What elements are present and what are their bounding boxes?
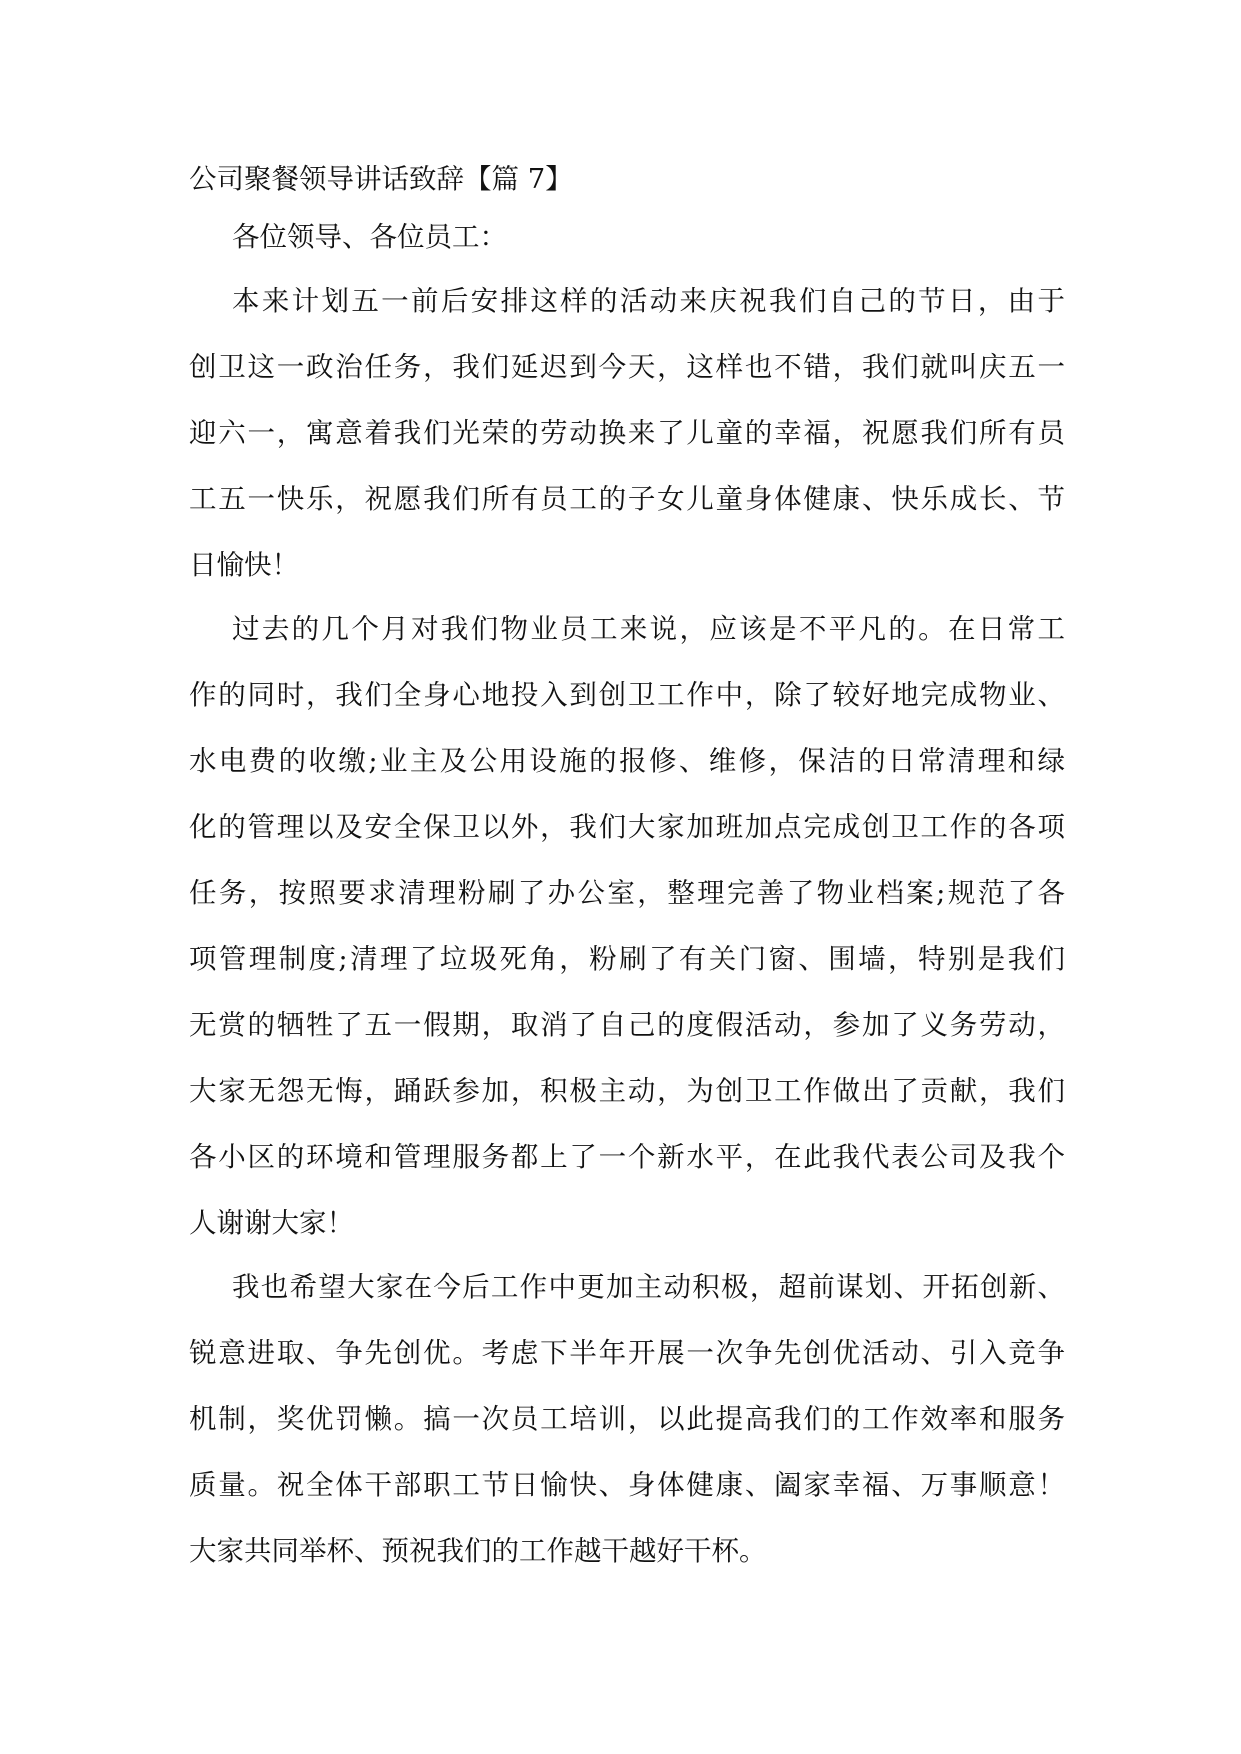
paragraph-line: 作的同时，我们全身心地投入到创卫工作中，除了较好地完成物业、	[189, 679, 1065, 711]
paragraph-line: 迎六一，寓意着我们光荣的劳动换来了儿童的幸福，祝愿我们所有员	[189, 417, 1065, 449]
paragraph-line: 项管理制度;清理了垃圾死角，粉刷了有关门窗、围墙，特别是我们	[189, 943, 1065, 975]
paragraph-line: 化的管理以及安全保卫以外，我们大家加班加点完成创卫工作的各项	[189, 811, 1065, 843]
paragraph-line: 我也希望大家在今后工作中更加主动积极，超前谋划、开拓创新、	[232, 1271, 1065, 1303]
paragraph-line: 水电费的收缴;业主及公用设施的报修、维修，保洁的日常清理和绿	[189, 745, 1065, 777]
salutation: 各位领导、各位员工：	[232, 221, 507, 253]
paragraph-line: 创卫这一政治任务，我们延迟到今天，这样也不错，我们就叫庆五一	[189, 351, 1065, 383]
paragraph-line: 本来计划五一前后安排这样的活动来庆祝我们自己的节日，由于	[232, 285, 1065, 317]
paragraph-line: 人谢谢大家！	[189, 1207, 354, 1239]
paragraph-line: 工五一快乐，祝愿我们所有员工的子女儿童身体健康、快乐成长、节	[189, 483, 1065, 515]
paragraph-line: 日愉快！	[189, 549, 299, 581]
document-title: 公司聚餐领导讲话致辞【篇 7】	[189, 163, 573, 195]
document-body	[189, 160, 1065, 1598]
paragraph-line: 任务，按照要求清理粉刷了办公室，整理完善了物业档案;规范了各	[189, 877, 1065, 909]
paragraph-line: 大家无怨无悔，踊跃参加，积极主动，为创卫工作做出了贡献，我们	[189, 1075, 1065, 1107]
paragraph-line: 大家共同举杯、预祝我们的工作越干越好干杯。	[189, 1535, 767, 1567]
paragraph-line: 过去的几个月对我们物业员工来说，应该是不平凡的。在日常工	[232, 613, 1065, 645]
paragraph-line: 锐意进取、争先创优。考虑下半年开展一次争先创优活动、引入竞争	[189, 1337, 1065, 1369]
paragraph-2	[189, 610, 1065, 1268]
paragraph-1	[189, 282, 1065, 610]
paragraph-3	[189, 1268, 1065, 1598]
paragraph-line: 质量。祝全体干部职工节日愉快、身体健康、阖家幸福、万事顺意！	[189, 1469, 1065, 1501]
paragraph-line: 各小区的环境和管理服务都上了一个新水平，在此我代表公司及我个	[189, 1141, 1065, 1173]
paragraph-line: 机制，奖优罚懒。搞一次员工培训，以此提高我们的工作效率和服务	[189, 1403, 1065, 1435]
paragraph-line: 无赏的牺牲了五一假期，取消了自己的度假活动，参加了义务劳动，	[189, 1009, 1065, 1041]
